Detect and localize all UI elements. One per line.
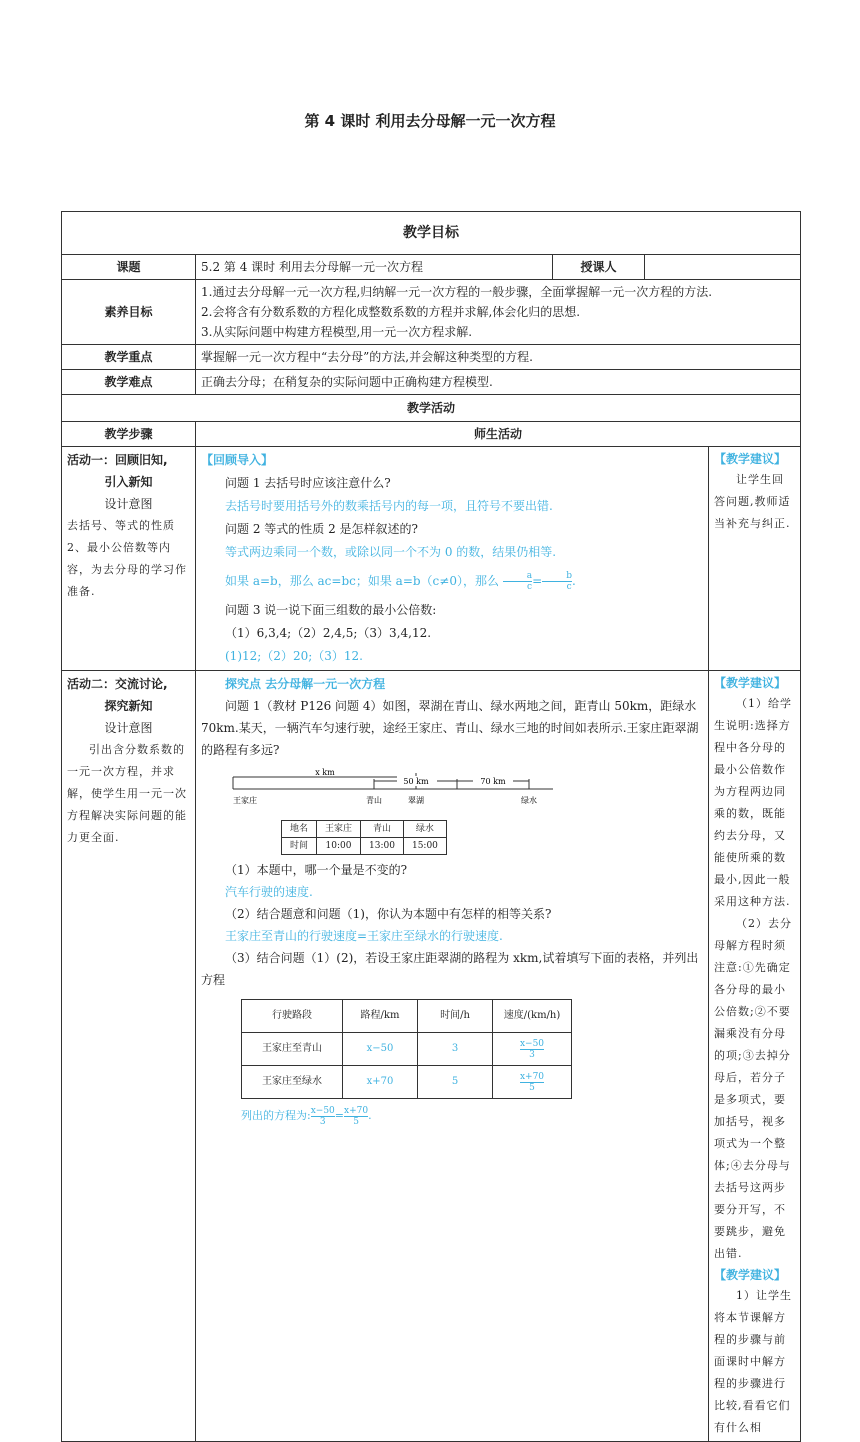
cell: 13:00 bbox=[361, 838, 404, 855]
x-distance-label: x km bbox=[315, 768, 335, 777]
section-goals-heading: 教学目标 bbox=[62, 212, 801, 255]
header-cell: 速度/(km/h) bbox=[493, 1000, 572, 1033]
place-label: 王家庄 bbox=[233, 796, 257, 805]
fraction: $\frac{a}{c}$ bbox=[503, 571, 532, 592]
literacy-item: 1.通过去分母解一元一次方程,归纳解一元一次方程的一般步骤，全面掌握解一元一次方程的方法. bbox=[201, 285, 713, 299]
cell: x−50 bbox=[343, 1033, 418, 1066]
explore-section-title: 探究点 去分母解一元一次方程 bbox=[225, 677, 386, 691]
cell: 地名 bbox=[282, 821, 317, 838]
activity1-content bbox=[196, 447, 709, 671]
activity1-title-2: 引入新知 bbox=[104, 475, 153, 489]
question: 问题 1 去括号时应该注意什么? bbox=[225, 476, 391, 490]
header-cell: 时间/h bbox=[418, 1000, 493, 1033]
answer: (1)12;（2）20;（3）12. bbox=[225, 649, 363, 663]
suggestion-text: 1）让学生将本节课解方程的步骤与前面课时中解方程的步骤进行比较,看看它们有什么相 bbox=[714, 1289, 792, 1434]
section-activities-heading: 教学活动 bbox=[62, 395, 801, 422]
schedule-table bbox=[281, 820, 447, 855]
question: （3）结合问题（1）(2)，若设王家庄距翠湖的路程为 xkm,试着填写下面的表格，并列出方程 bbox=[201, 951, 699, 987]
d2-label: 70 km bbox=[480, 777, 506, 786]
cell: x+70 bbox=[343, 1066, 418, 1099]
lesson-value: 5.2 第 4 课时 利用去分母解一元一次方程 bbox=[196, 255, 553, 280]
literacy-label: 素养目标 bbox=[62, 280, 196, 345]
activity2-content bbox=[196, 671, 709, 1442]
key-points-value: 掌握解一元一次方程中“去分母”的方法,并会解这种类型的方程. bbox=[196, 345, 801, 370]
suggestion-text: 让学生回答问题,教师适当补充与纠正. bbox=[714, 473, 791, 530]
problem-text: 问题 1（教材 P126 问题 4）如图，翠湖在青山、绿水两地之间，距青山 50km，距绿水 70km.某天，一辆汽车匀速行驶，途经王家庄、青山、绿水三地的时间如表所示.王家庄距翠湖的路程有多远? bbox=[201, 699, 699, 757]
question: 问题 2 等式的性质 2 是怎样叙述的? bbox=[225, 522, 418, 536]
question-items: （1）6,3,4;（2）2,4,5;（3）3,4,12. bbox=[225, 626, 432, 640]
activity2-suggestion bbox=[709, 671, 801, 1442]
question: （2）结合题意和问题（1)，你认为本题中有怎样的相等关系? bbox=[225, 907, 552, 921]
teacher-value bbox=[645, 255, 801, 280]
question: （1）本题中，哪一个量是不变的? bbox=[225, 863, 408, 877]
cell: 10:00 bbox=[317, 838, 361, 855]
suggestion-title: 【教学建议】 bbox=[714, 676, 787, 690]
suggestion-text: （2）去分母解方程时须注意:①先确定各分母的最小公倍数;②不要漏乘没有分母的项;③去掉分母后，若分子是多项式，要加括号，视多项式为一个整体;④去分母与去括号这两步要分开写，不要跳步，避免出错. bbox=[714, 917, 792, 1260]
design-intent-label: 设计意图 bbox=[104, 721, 153, 735]
route-diagram-svg bbox=[229, 767, 559, 809]
steps-label: 教学步骤 bbox=[62, 422, 196, 447]
answer: 去括号时要用括号外的数乘括号内的每一项，且符号不要出错. bbox=[225, 499, 553, 513]
cell: 15:00 bbox=[403, 838, 446, 855]
cell: 王家庄至绿水 bbox=[242, 1066, 343, 1099]
design-intent-label: 设计意图 bbox=[104, 497, 153, 511]
answer: 汽车行驶的速度. bbox=[225, 885, 313, 899]
suggestion-text: （1）给学生说明:选择方程中各分母的最小公倍数作为方程两边同乘的数，既能约去分母，又能使所乘的数最小,因此一般采用这种方法. bbox=[714, 697, 792, 908]
drive-table bbox=[241, 999, 572, 1099]
teacher-student-label: 师生活动 bbox=[196, 422, 801, 447]
suggestion-title: 【教学建议】 bbox=[714, 452, 787, 466]
activity2-title: 活动二：交流讨论, bbox=[67, 677, 168, 691]
equation: 列出的方程为: $\frac{x-50}{3}$ = $\frac{x+70}{5}$ . bbox=[241, 1105, 372, 1127]
cell: $\frac{x+70}{5}$ bbox=[493, 1066, 572, 1099]
cell: 青山 bbox=[361, 821, 404, 838]
cell: $\frac{x-50}{3}$ bbox=[493, 1033, 572, 1066]
key-points-label: 教学重点 bbox=[62, 345, 196, 370]
cell: 3 bbox=[418, 1033, 493, 1066]
cell: 王家庄至青山 bbox=[242, 1033, 343, 1066]
d1-label: 50 km bbox=[403, 777, 429, 786]
cell: 时间 bbox=[282, 838, 317, 855]
teacher-label: 授课人 bbox=[553, 255, 645, 280]
activity1-steps bbox=[62, 447, 196, 671]
activity2-steps bbox=[62, 671, 196, 1442]
header-cell: 路程/km bbox=[343, 1000, 418, 1033]
review-section-title: 【回顾导入】 bbox=[201, 453, 274, 467]
design-intent-text: 去括号、等式的性质 2、最小公倍数等内容，为去分母的学习作准备. bbox=[67, 519, 187, 598]
answer: 等式两边乘同一个数，或除以同一个不为 0 的数，结果仍相等. bbox=[225, 545, 557, 559]
difficult-points-value: 正确去分母；在稍复杂的实际问题中正确构建方程模型. bbox=[196, 370, 801, 395]
place-label: 绿水 bbox=[521, 796, 537, 805]
literacy-item: 2.会将含有分数系数的方程化成整数系数的方程并求解,体会化归的思想. bbox=[201, 305, 581, 319]
place-label: 青山 bbox=[366, 796, 382, 805]
answer-formula: 如果 a=b，那么 ac=bc；如果 a=b（c≠0），那么 $\frac{a}{c}$ = $\frac{b}{c}$ . bbox=[225, 571, 576, 592]
page-title: 第 4 课时 利用去分母解一元一次方程 bbox=[304, 112, 556, 130]
place-label: 翠湖 bbox=[408, 796, 424, 805]
literacy-goals bbox=[196, 280, 801, 345]
design-intent-text: 引出含分数系数的一元一次方程，并求解，使学生用一元一次方程解决实际问题的能力更全面. bbox=[67, 743, 187, 844]
difficult-points-label: 教学难点 bbox=[62, 370, 196, 395]
activity2-title-2: 探究新知 bbox=[104, 699, 153, 713]
literacy-item: 3.从实际问题中构建方程模型,用一元一次方程求解. bbox=[201, 325, 473, 339]
cell: 5 bbox=[418, 1066, 493, 1099]
lesson-plan-table bbox=[61, 211, 801, 1442]
cell: 王家庄 bbox=[317, 821, 361, 838]
lesson-label: 课题 bbox=[62, 255, 196, 280]
cell: 绿水 bbox=[403, 821, 446, 838]
suggestion-title: 【教学建议】 bbox=[714, 1268, 787, 1282]
activity1-suggestion bbox=[709, 447, 801, 671]
answer: 王家庄至青山的行驶速度=王家庄至绿水的行驶速度. bbox=[225, 929, 503, 943]
header-cell: 行驶路段 bbox=[242, 1000, 343, 1033]
question: 问题 3 说一说下面三组数的最小公倍数: bbox=[225, 603, 437, 617]
activity1-title: 活动一：回顾旧知, bbox=[67, 453, 168, 467]
route-diagram bbox=[229, 767, 703, 816]
fraction: $\frac{b}{c}$ bbox=[542, 571, 572, 592]
formula-prefix: 如果 a=b，那么 ac=bc；如果 a=b（c≠0），那么 bbox=[225, 574, 499, 588]
